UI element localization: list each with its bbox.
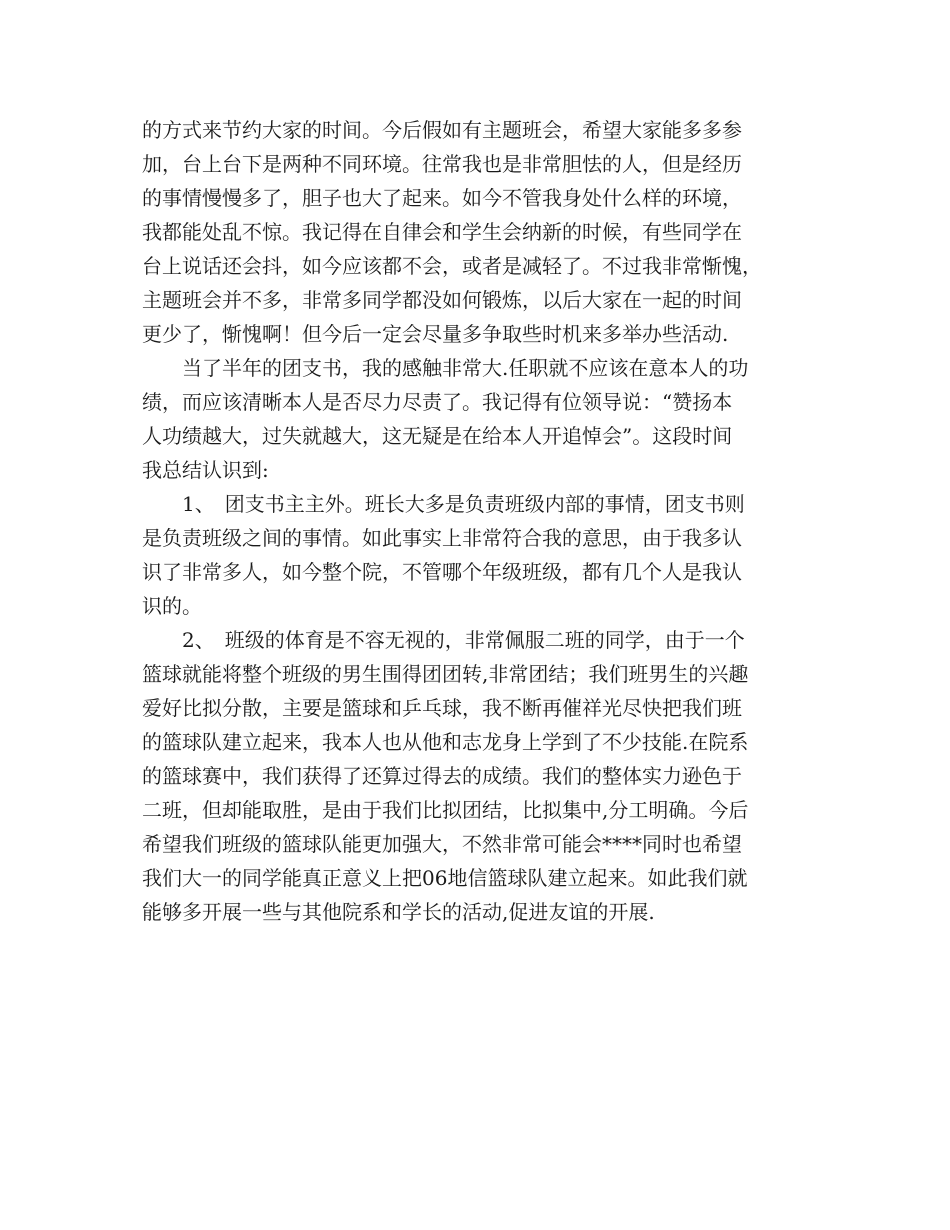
text-line: 绩，而应该清晰本人是否尽力尽责了。我记得有位领导说：“赞扬本 [142,390,733,414]
text-line: 篮球就能将整个班级的男生围得团团转,非常团结；我们班男生的兴趣 [142,662,749,686]
text-line: 的篮球赛中，我们获得了还算过得去的成绩。我们的整体实力逊色于 [142,764,742,788]
text-line: 我都能处乱不惊。我记得在自律会和学生会纳新的时候，有些同学在 [142,220,742,244]
list-item-1-line: 1、 团支书主主外。班长大多是负责班级内部的事情，团支书则 [142,492,745,516]
text-line: 识的。 [142,594,202,618]
text-line: 更少了，惭愧啊！但今后一定会尽量多争取些时机来多举办些活动. [142,322,729,346]
text-line: 希望我们班级的篮球队能更加强大，不然非常可能会****同时也希望 [142,832,742,856]
text-line: 是负责班级之间的事情。如此事实上非常符合我的意思，由于我多认 [142,526,742,550]
list-item-2-line: 2、 班级的体育是不容无视的，非常佩服二班的同学，由于一个 [142,628,745,652]
text-line: 二班，但却能取胜，是由于我们比拟团结，比拟集中,分工明确。今后 [142,798,749,822]
text-line: 主题班会并不多，非常多同学都没如何锻炼，以后大家在一起的时间 [142,288,742,312]
paragraph-start-line: 当了半年的团支书，我的感触非常大.任职就不应该在意本人的功 [142,356,749,380]
text-line: 的篮球队建立起来，我本人也从他和志龙身上学到了不少技能.在院系 [142,730,749,754]
document-body [142,113,822,929]
text-line: 的事情慢慢多了，胆子也大了起来。如今不管我身处什么样的环境， [142,186,742,210]
text-line: 台上说话还会抖，如今应该都不会，或者是减轻了。不过我非常惭愧， [142,254,762,278]
text-line: 能够多开展一些与其他院系和学长的活动,促进友谊的开展. [142,900,655,924]
text-line: 爱好比拟分散，主要是篮球和乒乓球，我不断再催祥光尽快把我们班 [142,696,742,720]
text-line: 我总结认识到: [142,458,269,482]
text-line: 识了非常多人，如今整个院，不管哪个年级班级，都有几个人是我认 [142,560,742,584]
text-line: 人功绩越大，过失就越大，这无疑是在给本人开追悼会”。这段时间 [142,424,733,448]
text-line: 我们大一的同学能真正意义上把06地信篮球队建立起来。如此我们就 [142,866,748,890]
text-line: 的方式来节约大家的时间。今后假如有主题班会，希望大家能多多参 [142,118,742,142]
text-line: 加，台上台下是两种不同环境。往常我也是非常胆怯的人，但是经历 [142,152,742,176]
